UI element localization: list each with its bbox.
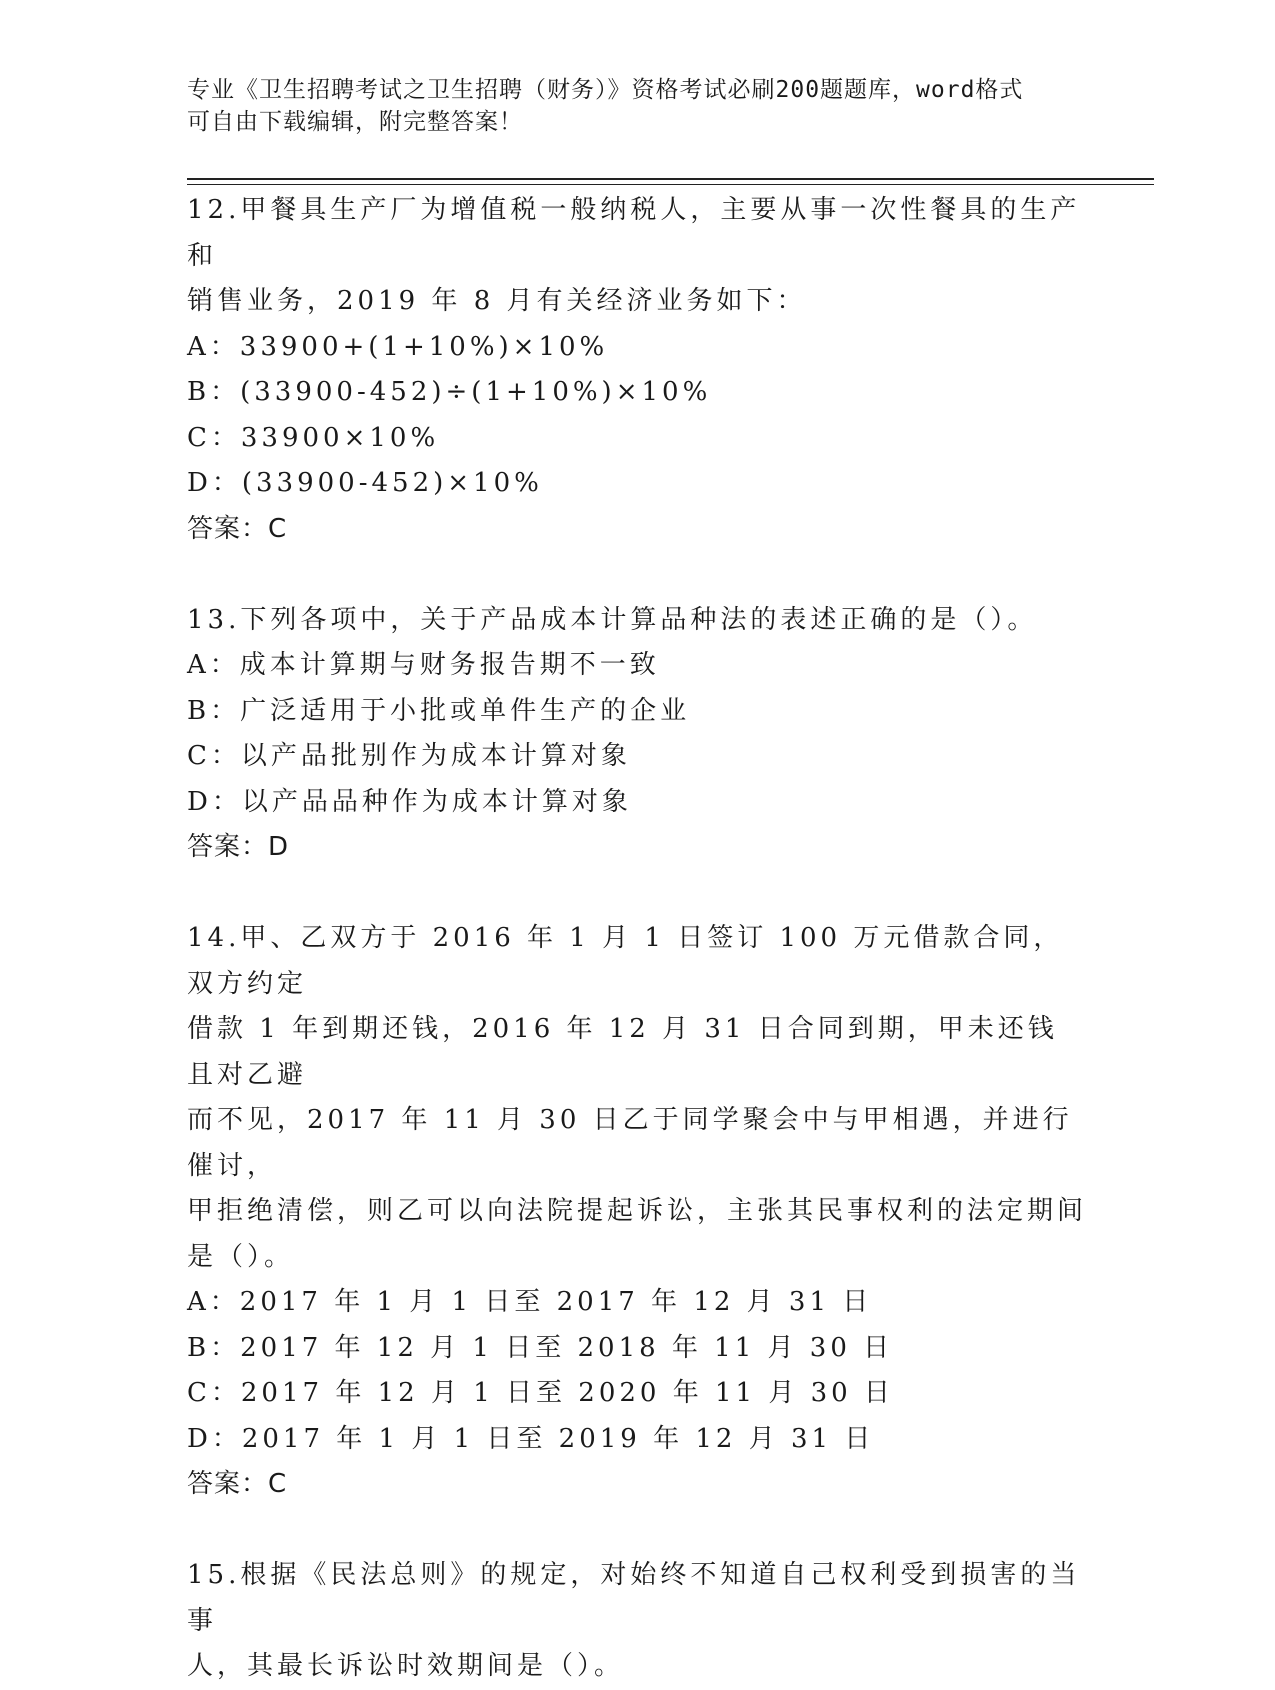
question-spacer: [187, 1508, 1087, 1554]
question-stem-line: 15.根据《民法总则》的规定，对始终不知道自己权利受到损害的当事: [187, 1560, 1081, 1636]
question-15: [187, 1553, 1087, 1690]
option-c: C：以产品批别作为成本计算对象: [187, 741, 631, 771]
document-header: [187, 74, 1067, 138]
question-stem-line: 销售业务，2019 年 8 月有关经济业务如下：: [187, 286, 807, 316]
option-d: D：以产品品种作为成本计算对象: [187, 786, 632, 817]
question-spacer: [187, 871, 1087, 917]
option-b: B：2017 年 12 月 1 日至 2018 年 11 月 30 日: [187, 1332, 894, 1363]
header-line-2: 可自由下载编辑，附完整答案！: [187, 109, 523, 135]
option-b: B：(33900-452)÷(1+10%)×10%: [187, 377, 712, 407]
question-list: [187, 188, 1087, 1690]
header-rule-thin: [187, 184, 1154, 185]
header-line-1: 专业《卫生招聘考试之卫生招聘（财务）》资格考试必刷200题题库，word格式: [187, 77, 1024, 103]
question-13: [187, 598, 1087, 871]
question-stem-line: 13.下列各项中，关于产品成本计算品种法的表述正确的是（）。: [187, 604, 1038, 635]
option-d: D：2017 年 1 月 1 日至 2019 年 12 月 31 日: [187, 1423, 875, 1454]
answer-line: 答案：D: [187, 832, 290, 862]
option-c: C：2017 年 12 月 1 日至 2020 年 11 月 30 日: [187, 1378, 894, 1408]
answer-line: 答案：C: [187, 1469, 288, 1499]
option-a: A：2017 年 1 月 1 日至 2017 年 12 月 31 日: [187, 1287, 873, 1317]
answer-line: 答案：C: [187, 513, 288, 544]
question-stem-line: 是（）。: [187, 1241, 295, 1272]
option-b: B：广泛适用于小批或单件生产的企业: [187, 695, 691, 726]
option-a: A：成本计算期与财务报告期不一致: [187, 650, 660, 680]
question-stem-line: 14.甲、乙双方于 2016 年 1 月 1 日签订 100 万元借款合同，双方约定: [187, 923, 1064, 999]
question-14: [187, 916, 1087, 1508]
option-d: D：(33900-452)×10%: [187, 468, 543, 498]
option-a: A：33900+(1+10%)×10%: [187, 331, 609, 362]
question-spacer: [187, 552, 1087, 598]
question-stem-line: 人，其最长诉讼时效期间是（）。: [187, 1651, 625, 1681]
question-stem-line: 而不见，2017 年 11 月 30 日乙于同学聚会中与甲相遇，并进行催讨，: [187, 1105, 1073, 1181]
option-c: C：33900×10%: [187, 422, 440, 453]
question-stem-line: 甲拒绝清偿，则乙可以向法院提起诉讼，主张其民事权利的法定期间: [187, 1196, 1088, 1226]
header-rule-thick: [187, 178, 1154, 180]
question-stem-line: 借款 1 年到期还钱，2016 年 12 月 31 日合同到期，甲未还钱且对乙避: [187, 1014, 1058, 1090]
question-stem-line: 12.甲餐具生产厂为增值税一般纳税人，主要从事一次性餐具的生产和: [187, 195, 1081, 271]
question-12: [187, 188, 1087, 552]
